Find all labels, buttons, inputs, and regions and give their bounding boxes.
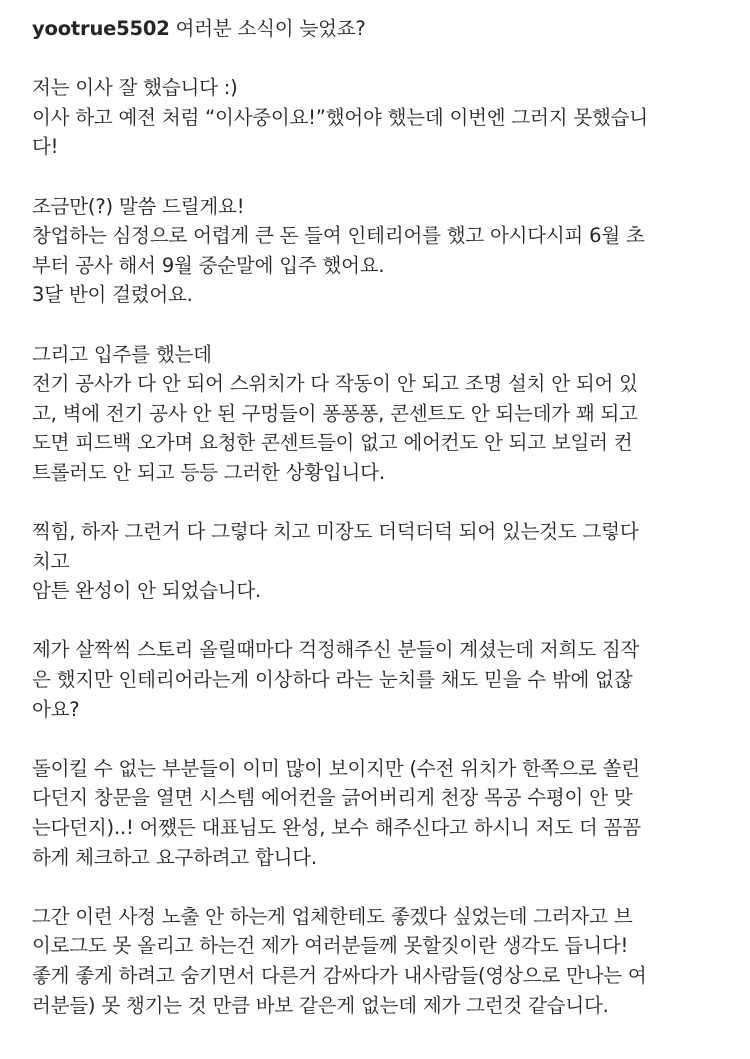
caption-line: 러분들) 못 챙기는 것 만큼 바보 같은게 없는데 제가 그런것 같습니다. — [32, 993, 609, 1017]
username-link[interactable]: yootrue5502 — [32, 17, 170, 40]
paragraph-gap — [32, 872, 726, 902]
caption-line: 고, 벽에 전기 공사 안 된 구멍들이 퐁퐁퐁, 콘센트도 안 되는데가 꽤 되고 — [32, 401, 638, 425]
caption-line: 암튼 완성이 안 되었습니다. — [32, 579, 262, 603]
caption-line: 치고 — [32, 549, 70, 573]
caption-line: 그리고 입주를 했는데 — [32, 342, 212, 366]
caption-line: 트롤러도 안 되고 등등 그러한 상황입니다. — [32, 460, 385, 484]
caption-first-line — [32, 14, 726, 44]
caption-line: 3달 반이 걸렸어요. — [32, 283, 193, 307]
caption-line: 돌이킬 수 없는 부분들이 이미 많이 보이지만 (수전 위치가 한쪽으로 쏠린 — [32, 756, 640, 780]
paragraph-gap — [32, 606, 726, 636]
caption-line: 부터 공사 해서 9월 중순말에 입주 했어요. — [32, 253, 385, 277]
paragraph-gap — [32, 724, 726, 754]
paragraph-gap — [32, 162, 726, 192]
caption-line: 전기 공사가 다 안 되어 스위치가 다 작동이 안 되고 조명 설치 안 되어 있 — [32, 372, 638, 396]
caption-body — [32, 44, 726, 1021]
caption-first-line-text: 여러분 소식이 늦었죠? — [175, 17, 366, 40]
caption-line: 저는 이사 잘 했습니다 :) — [32, 76, 238, 100]
caption-line: 하게 체크하고 요구하려고 합니다. — [32, 845, 317, 869]
caption-line: 찍힘, 하자 그런거 다 그렇다 치고 미장도 더덕더덕 되어 있는것도 그렇다 — [32, 520, 639, 544]
caption-line: 이사 하고 예전 처럼 “이사중이요!”했어야 했는데 이번엔 그러지 못했습니 — [32, 105, 648, 129]
caption-line: 아요? — [32, 697, 80, 721]
caption-line: 창업하는 심정으로 어렵게 큰 돈 들여 인테리어를 했고 아시다시피 6월 초 — [32, 224, 645, 248]
post-caption — [32, 14, 726, 1020]
caption-line: 그간 이런 사정 노출 안 하는게 업체한테도 좋겠다 싶었는데 그러자고 브 — [32, 904, 633, 928]
caption-line: 조금만(?) 말씀 드릴게요! — [32, 194, 245, 218]
paragraph-gap — [32, 44, 726, 74]
caption-line: 는다던지)..! 어쨌든 대표님도 완성, 보수 해주신다고 하시니 저도 더 꼼꼼 — [32, 816, 641, 840]
caption-line: 제가 살짝씩 스토리 올릴때마다 걱정해주신 분들이 계셨는데 저희도 짐작 — [32, 638, 640, 662]
caption-line: 다! — [32, 135, 59, 159]
paragraph-gap — [32, 488, 726, 518]
caption-line: 이로그도 못 올리고 하는건 제가 여러분들께 못할짓이란 생각도 듭니다! — [32, 934, 629, 958]
caption-line: 도면 피드백 오가며 요청한 콘센트들이 없고 에어컨도 안 되고 보일러 컨 — [32, 431, 633, 455]
paragraph-gap — [32, 310, 726, 340]
caption-line: 좋게 좋게 하려고 숨기면서 다른거 감싸다가 내사람들(영상으로 만나는 여 — [32, 964, 647, 987]
caption-line: 다던지 창문을 열면 시스템 에어컨을 긁어버리게 천장 목공 수평이 안 맞 — [32, 786, 633, 810]
caption-line: 은 했지만 인테리어라는게 이상하다 라는 눈치를 채도 믿을 수 밖에 없잖 — [32, 668, 633, 692]
